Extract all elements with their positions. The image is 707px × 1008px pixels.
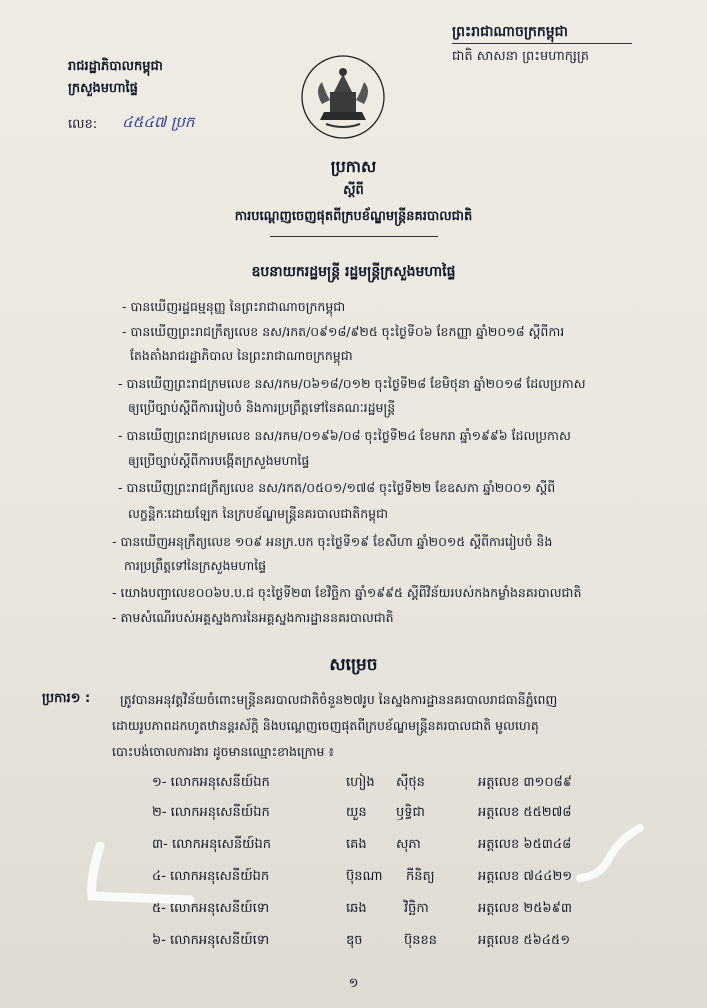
- personnel-id: អត្តលេខ ៧៤៤២១: [478, 869, 573, 884]
- personnel-surname: ហៀង: [346, 775, 375, 790]
- subject-title: ការបណ្តេញចេញផុតពីក្របខ័ណ្ឌមន្ត្រីនគរបាលជាតិ: [234, 209, 473, 224]
- document-number-handwritten: ៤៥៤៧ ប្រក: [122, 113, 195, 131]
- decision-heading: សម្រេច: [329, 655, 378, 675]
- heading-underline: [452, 43, 632, 44]
- personnel-row: [152, 836, 271, 855]
- personnel-id: អត្តលេខ ៣១០៨៩: [478, 775, 572, 790]
- personnel-rank: លោកអនុសេនីយ៍ឯក: [170, 869, 270, 884]
- preamble-line: - យោងបញ្ជាលេខ០០៦ប.ប.ជ ចុះថ្ងៃទី២៣ ខែវិច្ឆិកា ឆ្នាំ១៩៩៥ ស្តីពីវិន័យរបស់កងកម្លាំងនគរបាលជាតិ: [112, 585, 582, 600]
- light-glare-mark: [560, 820, 660, 890]
- personnel-no: ៣-: [152, 837, 168, 852]
- document-type-title: ប្រកាស: [330, 157, 377, 176]
- preamble-line: លក្ខន្តិកៈដោយឡែក នៃក្របខ័ណ្ឌមន្ត្រីនគរបាលជាតិកម្ពុជា: [128, 506, 388, 521]
- personnel-rank: លោកអនុសេនីយ៍ទោ: [170, 933, 270, 948]
- preamble-line: - តាមសំណើរបស់អគ្គស្នងការនៃអគ្គស្នងការដ្ឋាននគរបាលជាតិ: [112, 610, 394, 625]
- personnel-row: [152, 774, 270, 793]
- personnel-rank: លោកអនុសេនីយ៍ទោ: [170, 901, 270, 916]
- national-motto: ជាតិ សាសនា ព្រះមហាក្សត្រ: [452, 49, 589, 64]
- personnel-row: [152, 932, 269, 951]
- personnel-id: អត្តលេខ ៥៦៤៥១: [478, 933, 571, 948]
- personnel-rank: លោកអនុសេនីយ៍ឯក: [171, 837, 271, 852]
- personnel-given-name: ស៊ីថុន: [396, 775, 425, 790]
- personnel-given-name: សុភា: [396, 837, 421, 852]
- personnel-row: [152, 804, 270, 823]
- preamble-line: - បានឃើញព្រះរាជក្រមលេខ នស/រកម/០៦១៨/០១២ ចុះថ្ងៃទី២៨ ខែមិថុនា ឆ្នាំ២០១៨ ដែលប្រកាស: [118, 376, 586, 391]
- personnel-no: ២-: [152, 805, 167, 820]
- kingdom-heading: ព្រះរាជាណាចក្រកម្ពុជា: [452, 24, 569, 40]
- personnel-surname: ឌុច: [346, 933, 363, 948]
- personnel-id: អត្តលេខ ៦៥៣៤៨: [478, 837, 572, 852]
- preamble-line: - បានឃើញព្រះរាជក្រឹត្យលេខ នស/រកត/០៥០១/១៧៨ ចុះថ្ងៃទី២២ ខែឧសភា ឆ្នាំ២០០១ ស្តីពី: [118, 480, 556, 495]
- article-text-line: ដោយរូបភាពដកហូតឋានន្តរស័ក្តិ និងបណ្តេញចេញផុតពីក្របខ័ណ្ឌមន្ត្រីនគរបាលជាតិ មូលហេតុ: [112, 718, 539, 733]
- page-number: ១: [348, 976, 359, 991]
- personnel-no: ៦-: [152, 933, 166, 948]
- personnel-id: អត្តលេខ ៥៥២៧៨: [478, 805, 572, 820]
- government-name: រាជរដ្ឋាភិបាលកម្ពុជា: [68, 59, 163, 74]
- preamble-line: - បានឃើញព្រះរាជក្រឹត្យលេខ នស/រកត/០៩១៨/៩២៥ ចុះថ្ងៃទី០៦ ខែកញ្ញា ឆ្នាំ២០១៨ ស្តីពីការ: [122, 324, 565, 339]
- article-label: ប្រការ១ :: [42, 691, 91, 706]
- document-number-label: លេខ:: [68, 117, 98, 132]
- royal-seal-icon: [300, 54, 386, 140]
- preamble-line: ឲ្យប្រើច្បាប់ស្តីពីការបង្កើតក្រសួងមហាផ្ទៃ: [128, 453, 310, 468]
- personnel-rank: លោកអនុសេនីយ៍ឯក: [170, 805, 270, 820]
- personnel-surname: ប៊ុនណា: [346, 869, 383, 884]
- personnel-row: [152, 868, 269, 887]
- preamble-line: ការប្រព្រឹត្តទៅនៃក្រសួងមហាផ្ទៃ: [124, 558, 267, 573]
- preamble-line: ឲ្យប្រើច្បាប់ស្តីពីការរៀបចំ និងការប្រព្រឹត្តទៅនៃគណៈរដ្ឋមន្ត្រី: [128, 400, 396, 415]
- personnel-given-name: ប៊ុនខន: [404, 933, 438, 948]
- preamble-line: - បានឃើញរដ្ឋធម្មនុញ្ញ នៃព្រះរាជាណាចក្រកម្ពុជា: [122, 299, 346, 314]
- personnel-given-name: វិច្ឆិកា: [404, 901, 429, 916]
- personnel-no: ១-: [152, 775, 167, 790]
- about-label: ស្តីពី: [343, 183, 364, 198]
- personnel-given-name: ឫទ្ធិជា: [396, 805, 425, 820]
- preamble-line: - បានឃើញព្រះរាជក្រមលេខ នស/រកម/០១៩៦/០៨ ចុះថ្ងៃទី២៤ ខែមករា ឆ្នាំ១៩៩៦ ដែលប្រកាស: [118, 428, 571, 443]
- article-text-line: បោះបង់ចោលការងារ ដូចមានឈ្មោះខាងក្រោម ៖: [112, 744, 334, 759]
- article-text-line: ត្រូវបានអនុវត្តវិន័យចំពោះមន្ត្រីនគរបាលជាតិចំនួន២៧រូប នៃស្នងការដ្ឋាននគរបាលរាជធានីភ្នំពេញ: [120, 692, 558, 707]
- issuer-title: ឧបនាយករដ្ឋមន្ត្រី រដ្ឋមន្ត្រីក្រសួងមហាផ្ទៃ: [251, 264, 456, 280]
- preamble-line: តែងតាំងរាជរដ្ឋាភិបាល នៃព្រះរាជាណាចក្រកម្ពុជា: [130, 348, 353, 363]
- subject-underline: [270, 236, 438, 237]
- ministry-name: ក្រសួងមហាផ្ទៃ: [68, 81, 138, 96]
- personnel-no: ៥-: [152, 901, 166, 916]
- personnel-no: ៤-: [152, 869, 166, 884]
- personnel-surname: យួន: [346, 805, 367, 820]
- personnel-given-name: កីនិត្យ: [406, 869, 435, 884]
- personnel-surname: គេង: [346, 837, 367, 852]
- personnel-surname: ឆេង: [346, 901, 367, 916]
- preamble-line: - បានឃើញអនុក្រឹត្យលេខ ១០៩ អនក្រ.បក ចុះថ្ងៃទី១៩ ខែសីហា ឆ្នាំ២០១៥ ស្តីពីការរៀបចំ និង: [112, 534, 553, 549]
- personnel-id: អត្តលេខ ២៥៦៩៣: [478, 901, 572, 916]
- personnel-rank: លោកអនុសេនីយ៍ឯក: [170, 775, 270, 790]
- personnel-row: [152, 900, 269, 919]
